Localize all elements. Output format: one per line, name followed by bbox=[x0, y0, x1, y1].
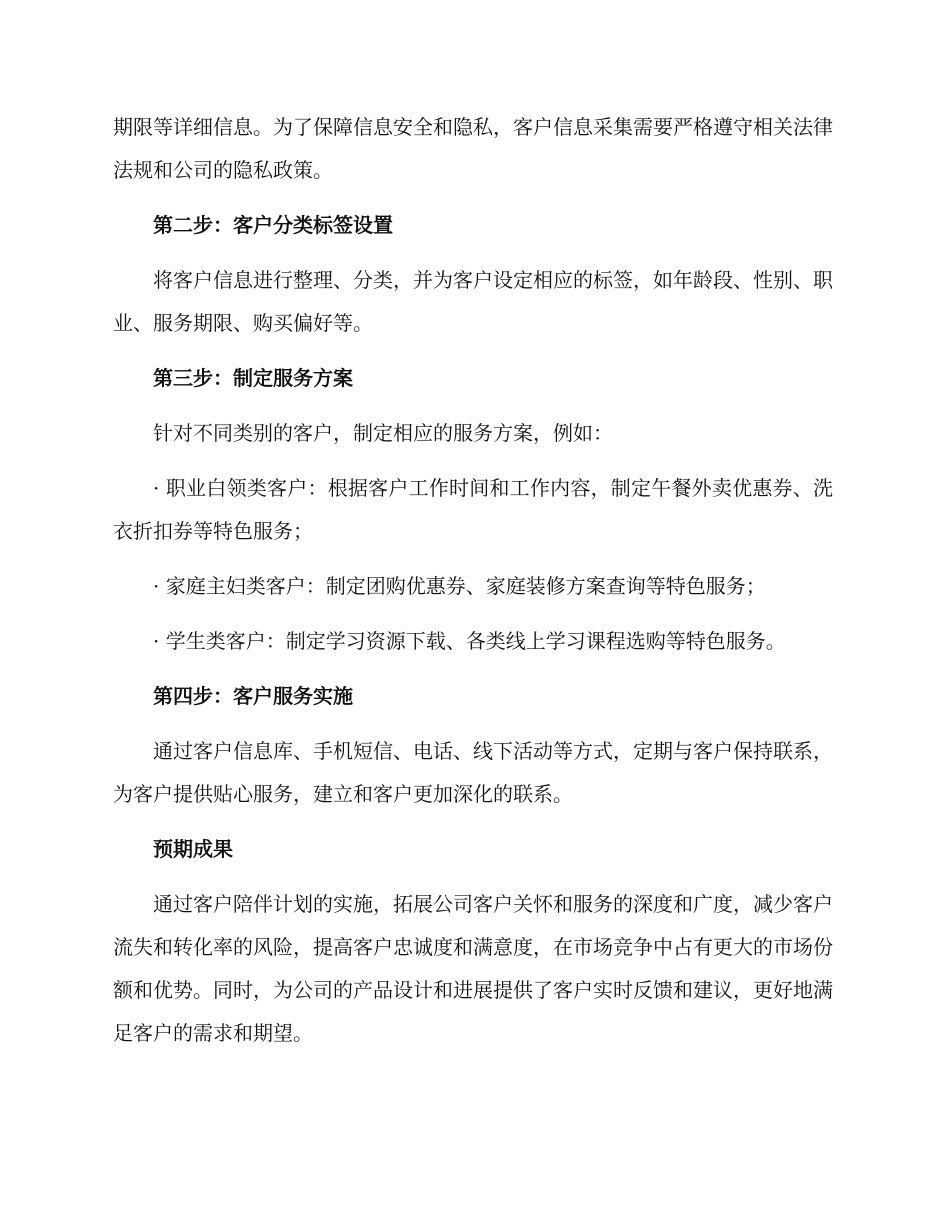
paragraph-expected-results: 通过客户陪伴计划的实施，拓展公司客户关怀和服务的深度和广度，减少客户流失和转化率的风险，提高客户忠诚度和满意度，在市场竞争中占有更大的市场份额和优势。同时，为公司的产品设计和进展提供了客户实时反馈和建议，更好地满足客户的需求和期望。 bbox=[113, 892, 833, 1045]
list-item-homemaker: · 家庭主妇类客户：制定团购优惠券、家庭装修方案查询等特色服务； bbox=[153, 574, 766, 598]
paragraph-service-plan-intro: 针对不同类别的客户，制定相应的服务方案，例如： bbox=[153, 421, 613, 445]
list-item-white-collar: · 职业白领类客户：根据客户工作时间和工作内容，制定午餐外卖优惠券、洗衣折扣券等特色服务； bbox=[113, 476, 833, 543]
heading-step-four: 第四步：客户服务实施 bbox=[153, 684, 353, 708]
heading-expected-results: 预期成果 bbox=[153, 837, 233, 861]
paragraph-service-implementation: 通过客户信息库、手机短信、电话、线下活动等方式，定期与客户保持联系，为客户提供贴心服务，建立和客户更加深化的联系。 bbox=[113, 739, 833, 806]
document-body bbox=[113, 106, 833, 1055]
heading-step-two: 第二步：客户分类标签设置 bbox=[153, 213, 393, 237]
paragraph-classification: 将客户信息进行整理、分类，并为客户设定相应的标签，如年龄段、性别、职业、服务期限、购买偏好等。 bbox=[113, 268, 833, 335]
heading-step-three: 第三步：制定服务方案 bbox=[153, 366, 353, 390]
list-item-student: · 学生类客户：制定学习资源下载、各类线上学习课程选购等特色服务。 bbox=[153, 629, 786, 653]
paragraph-privacy: 期限等详细信息。为了保障信息安全和隐私，客户信息采集需要严格遵守相关法律法规和公司的隐私政策。 bbox=[113, 115, 833, 182]
